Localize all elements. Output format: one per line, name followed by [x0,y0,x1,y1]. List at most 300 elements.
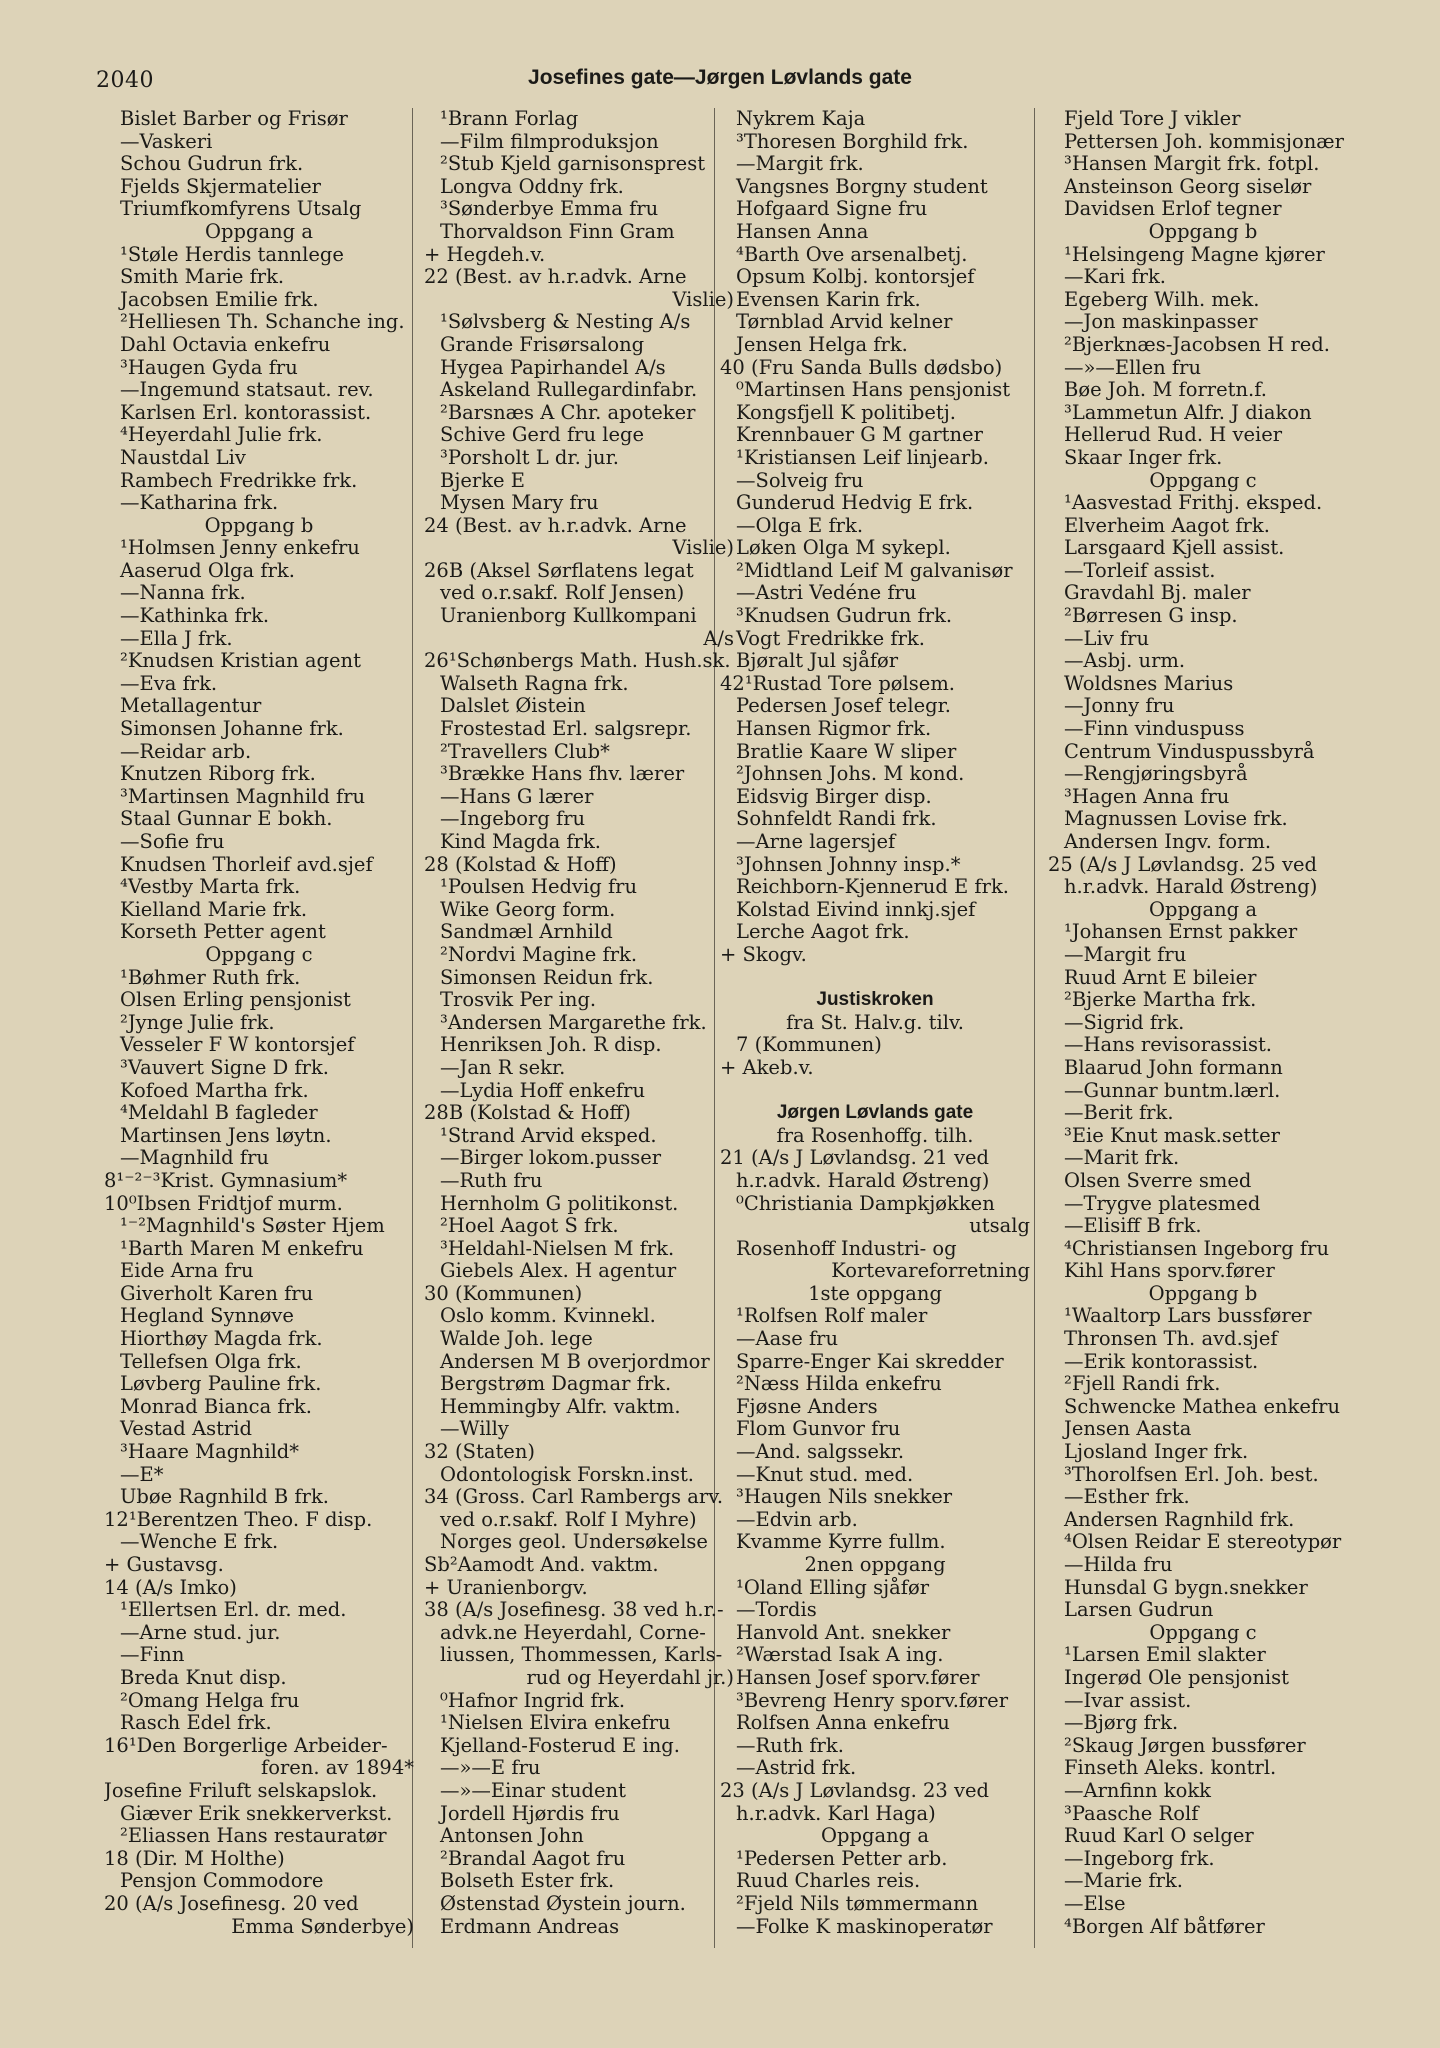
directory-line: ³Porsholt L dr. jur. [440,446,619,469]
directory-line: Olsen Sverre smed [1064,1169,1252,1192]
directory-line: Thorvaldson Finn Gram [440,220,675,243]
directory-line: —Marie frk. [1064,1870,1183,1893]
directory-line: —Hans revisorassist. [1064,1034,1272,1057]
directory-line: —Sofie fru [120,831,225,853]
directory-line: Trosvik Per ing. [440,989,597,1012]
directory-line: ³Thoresen Borghild frk. [736,130,969,153]
directory-line: Vangsnes Borgny student [736,175,988,198]
directory-line: —Trygve platesmed [1064,1192,1261,1215]
directory-line: Askeland Rullegardinfabr. [440,379,698,402]
directory-line: ²Helliesen Th. Schanche ing. [120,311,405,334]
directory-line: Hellerud Rud. H veier [1064,424,1283,447]
directory-line: —Finn vinduspuss [1064,718,1245,741]
directory-line: —Edvin arb. [736,1508,858,1531]
directory-line: Pettersen Joh. kommisjonær [1064,130,1344,153]
directory-line: Grande Frisørsalong [440,333,645,356]
directory-line: Krennbauer G M gartner [736,424,983,447]
directory-line: Josefine Friluft selskapslok. [104,1779,378,1802]
directory-line: ³Bevreng Henry sporv.fører [736,1689,1009,1712]
directory-line: h.r.advk. Harald Østreng) [1064,876,1318,899]
directory-line: Vestad Astrid [120,1418,252,1441]
directory-line: ¹Poulsen Hedvig fru [440,876,638,899]
directory-line: ¹Holmsen Jenny enkefru [120,537,360,560]
directory-line: Ubøe Ragnhild B frk. [120,1486,329,1509]
column-2 [424,108,734,1938]
directory-line: + Gustavsg. [104,1554,224,1576]
directory-line: Oppgang a [205,220,313,243]
directory-line: ⁴Barth Ove arsenalbetj. [736,243,968,266]
directory-line: Andersen M B overjordmor [440,1350,710,1373]
directory-line: Bjøralt Jul sjåfør [736,650,899,673]
directory-line: Tellefsen Olga frk. [120,1350,302,1373]
directory-line: Oslo komm. Kvinnekl. [440,1305,656,1328]
directory-line: Elverheim Aagot frk. [1064,514,1270,537]
directory-line: —Vaskeri [120,130,213,153]
street-heading: Jørgen Løvlands gate [776,1102,974,1124]
directory-line: Andersen Ragnhild frk. [1064,1508,1295,1531]
directory-line: 25 (A/s J Løvlandsg. 25 ved [1048,853,1318,876]
directory-line: 34 (Gross. Carl Rambergs arv. [424,1486,724,1509]
directory-line: —»—Ellen fru [1064,356,1202,379]
directory-line: rud og Heyerdahl jr.) [526,1666,734,1689]
directory-line [720,1080,1030,1103]
directory-line: ²Eliassen Hans restauratør [120,1825,387,1848]
directory-line: Jordell Hjørdis fru [440,1802,620,1825]
directory-line: Lerche Aagot frk. [736,921,910,944]
directory-line: + Skogv. [720,943,807,966]
directory-line: Schou Gudrun frk. [120,153,304,176]
directory-line: Ingerød Ole pensjonist [1064,1666,1290,1689]
directory-line: ¹Rolfsen Rolf maler [736,1305,928,1328]
directory-line: Ansteinson Georg siselør [1064,175,1312,198]
directory-line: Hanvold Ant. snekker [736,1621,951,1644]
directory-line: Rolfsen Anna enkefru [736,1712,950,1735]
directory-line: ¹Støle Herdis tannlege [120,243,344,266]
directory-line: —Else [1064,1892,1126,1915]
directory-line: —Erik kontorassist. [1064,1350,1259,1373]
directory-line: Jensen Aasta [1064,1418,1192,1441]
directory-line: Hansen Rigmor frk. [736,718,932,741]
directory-line: ved o.r.sakf. Rolf I Myhre) [440,1508,697,1531]
directory-line: ³Thorolfsen Erl. Joh. best. [1064,1463,1319,1486]
directory-line: ³Martinsen Magnhild fru [120,785,366,808]
directory-line: Jacobsen Emilie frk. [120,288,319,311]
directory-line: Korseth Petter agent [120,921,326,944]
directory-line: h.r.advk. Karl Haga) [736,1802,936,1825]
directory-line: ²Stub Kjeld garnisonsprest [440,153,706,176]
directory-line: Erdmann Andreas [440,1915,620,1938]
directory-line: —Jan R sekr. [440,1056,566,1079]
directory-line: Kofoed Martha frk. [120,1079,309,1102]
directory-line: Knudsen Thorleif avd.sjef [120,853,373,876]
directory-line: —Margit fru [1064,943,1187,966]
directory-line: 32 (Staten) [424,1441,535,1464]
directory-line: ²Fjeld Nils tømmermann [736,1892,979,1915]
directory-line: Finseth Aleks. kontrl. [1064,1757,1277,1780]
directory-line: Kvamme Kyrre fullm. [736,1531,946,1554]
directory-line: 20 (A/s Josefinesg. 20 ved [104,1892,359,1915]
directory-line: Oppgang c [1149,1621,1257,1644]
directory-line: 14 (A/s Imko) [104,1576,237,1599]
directory-line: Evensen Karin frk. [736,288,921,311]
directory-line: Eidsvig Birger disp. [736,785,932,808]
directory-line: ¹Brann Forlag [440,108,579,130]
directory-line: 10⁰Ibsen Fridtjof murm. [104,1192,343,1215]
directory-line: Ruud Karl O selger [1064,1825,1254,1848]
directory-line: liussen, Thommessen, Karls- [440,1644,723,1667]
directory-line: —»—E fru [440,1757,541,1780]
directory-line: ²Næss Hilda enkefru [736,1373,942,1396]
directory-line: 23 (A/s J Løvlandsg. 23 ved [720,1779,990,1802]
directory-line: —Reidar arb. [120,740,252,763]
directory-line: utsalg [969,1215,1030,1238]
directory-line: —Knut stud. med. [736,1463,914,1486]
directory-line: Oppgang a [821,1825,929,1848]
directory-line: Gunderud Hedvig E frk. [736,492,974,515]
directory-line: Larsen Gudrun [1064,1599,1214,1622]
directory-line: ¹Johansen Ernst pakker [1064,921,1298,944]
directory-line: Fjelds Skjermatelier [120,175,321,198]
directory-line: —Arnfinn kokk [1064,1779,1211,1802]
directory-line: advk.ne Heyerdahl, Corne- [440,1621,706,1644]
directory-line: Longva Oddny frk. [440,175,624,198]
directory-line: Østenstad Øystein journ. [440,1892,686,1915]
directory-line: 22 (Best. av h.r.advk. Arne [424,266,687,289]
directory-line: ²Hoel Aagot S frk. [440,1215,619,1238]
directory-line: Walde Joh. lege [440,1328,593,1351]
street-heading: Justiskroken [816,989,934,1011]
directory-line: Kind Magda frk. [440,831,601,853]
directory-line: Ruud Charles reis. [736,1870,921,1893]
directory-line: —Rengjøringsbyrå [1064,763,1248,786]
directory-line: Oppgang b [1148,220,1258,243]
directory-line: Oppgang c [1149,469,1257,492]
directory-line: Hansen Josef sporv.fører [736,1666,980,1689]
column-4 [1048,108,1358,1938]
directory-line: Flom Gunvor fru [736,1418,901,1441]
directory-line: Bratlie Kaare W sliper [736,740,957,763]
directory-line: Sandmæl Arnhild [440,921,613,944]
directory-line: ¹Helsingeng Magne kjører [1064,243,1325,266]
directory-line: ²Børresen G insp. [1064,605,1238,628]
directory-line: Giebels Alex. H agentur [440,1260,677,1283]
directory-line: Kihl Hans sporv.fører [1064,1260,1275,1283]
directory-line: ²Johnsen Johs. M kond. [736,763,965,786]
directory-line: Pedersen Josef telegr. [736,695,951,718]
directory-line: + Uranienborgv. [424,1576,588,1599]
directory-line: —Ella J frk. [120,627,233,650]
directory-line: fra St. Halv.g. tilv. [786,1011,964,1034]
directory-line: Ljosland Inger frk. [1064,1441,1249,1464]
directory-line: Oppgang c [205,943,313,966]
directory-line: Hegland Synnøve [120,1305,294,1328]
directory-line: 30 (Kommunen) [424,1282,583,1305]
directory-line: Blaarud John formann [1064,1056,1283,1079]
directory-line: ¹Larsen Emil slakter [1064,1644,1266,1667]
directory-line: Monrad Bianca frk. [120,1395,312,1418]
directory-line: Frostestad Erl. salgsrepr. [440,718,692,741]
directory-line: —Astri Vedéne fru [736,582,917,605]
directory-line: Hofgaard Signe fru [736,198,928,221]
directory-line: Emma Sønderbye) [231,1915,414,1938]
directory-line: foren. av 1894* [261,1757,414,1780]
directory-line: Gravdahl Bj. maler [1064,582,1251,605]
directory-line: Mysen Mary fru [440,492,599,515]
directory-line: 40 (Fru Sanda Bulls dødsbo) [720,356,1003,379]
directory-line: Dahl Octavia enkefru [120,333,331,356]
directory-line: Centrum Vinduspussbyrå [1064,740,1315,763]
directory-line: Giverholt Karen fru [120,1282,314,1305]
directory-line: 28 (Kolstad & Hoff) [424,853,617,876]
directory-line: ²Brandal Aagot fru [440,1847,626,1870]
directory-line: Knutzen Riborg frk. [120,763,316,786]
directory-line: —Lydia Hoff enkefru [440,1079,646,1102]
directory-line: ²Wærstad Isak A ing. [736,1644,944,1667]
directory-line: ³Heldahl-Nielsen M frk. [440,1237,675,1260]
directory-line: ³Haugen Gyda fru [120,356,298,379]
directory-line: Pensjon Commodore [120,1870,324,1893]
directory-line: ³Paasche Rolf [1064,1802,1199,1825]
directory-line: Fjeld Tore J vikler [1064,108,1241,130]
directory-line: —Kari frk. [1064,266,1167,289]
directory-line: Hunsdal G bygn.snekker [1064,1576,1308,1599]
directory-line: Fjøsne Anders [736,1395,878,1418]
directory-line: ¹Strand Arvid eksped. [440,1124,657,1147]
directory-line: ³Haare Magnhild* [120,1441,300,1464]
directory-line: ⁴Borgen Alf båtfører [1064,1915,1265,1938]
directory-line: ⁴Meldahl B fagleder [120,1102,318,1125]
directory-line: —Solveig fru [736,469,864,492]
directory-line: ²Nordvi Magine frk. [440,943,638,966]
directory-line: —Asbj. urm. [1064,650,1186,673]
directory-line: ¹Nielsen Elvira enkefru [440,1712,671,1735]
directory-line: —Birger lokom.pusser [440,1147,662,1170]
directory-line: Løken Olga M sykepl. [736,537,951,560]
directory-line: —Nanna frk. [120,582,246,605]
directory-line: —Arne lagersjef [736,831,896,853]
directory-line: —Katharina frk. [120,492,279,515]
directory-line: Breda Knut disp. [120,1666,287,1689]
directory-line: Egeberg Wilh. mek. [1064,288,1260,311]
directory-line: ¹Barth Maren M enkefru [120,1237,364,1260]
directory-line: 1ste oppgang [808,1282,942,1305]
directory-line: Bøe Joh. M forretn.f. [1064,379,1267,402]
directory-line: ²Fjell Randi frk. [1064,1373,1221,1396]
directory-line: ¹Bøhmer Ruth frk. [120,966,301,989]
directory-line: ⁴Heyerdahl Julie frk. [120,424,323,447]
directory-line: Jensen Helga frk. [736,333,908,356]
directory-line: —Finn [120,1644,185,1667]
directory-line: 26¹Schønbergs Math. Hush.sk. [424,650,731,673]
directory-line: Oppgang b [1148,1282,1258,1305]
directory-line: Oppgang a [1149,898,1257,921]
directory-line: —Folke K maskinoperatør [736,1915,993,1938]
directory-line: —Jon maskinpasser [1064,311,1258,334]
directory-line: ³Brække Hans fhv. lærer [440,763,685,786]
directory-line: —Bjørg frk. [1064,1712,1179,1735]
directory-line: ¹Oland Elling sjåfør [736,1576,930,1599]
directory-line: —Torleif assist. [1064,559,1216,582]
directory-line: —Marit frk. [1064,1147,1180,1170]
directory-line: —Astrid frk. [736,1757,857,1780]
directory-line: ¹Kristiansen Leif linjearb. [736,446,989,469]
directory-line: ²Knudsen Kristian agent [120,650,361,673]
directory-line: —Jonny fru [1064,695,1175,718]
directory-line: 16¹Den Borgerlige Arbeider- [104,1734,388,1757]
directory-line: Eide Arna fru [120,1260,254,1283]
directory-line: —E* [120,1463,164,1486]
directory-line: fra Rosenhoffg. tilh. [776,1124,974,1147]
directory-line: Skaar Inger frk. [1064,446,1223,469]
directory-line: ²Omang Helga fru [120,1689,300,1712]
directory-line: Rasch Edel frk. [120,1712,272,1735]
directory-line: —Ruth frk. [736,1734,844,1757]
directory-line: —Ruth fru [440,1169,543,1192]
directory-line: ¹Ellertsen Erl. dr. med. [120,1599,347,1622]
directory-line: Kongsfjell K politibetj. [736,401,956,424]
directory-line: Antonsen John [440,1825,584,1848]
directory-line: —Magnhild fru [120,1147,269,1170]
directory-line: ²Skaug Jørgen bussfører [1064,1734,1306,1757]
directory-line: ¹Sølvsberg & Nesting A/s [440,311,691,334]
directory-line: —Sigrid frk. [1064,1011,1185,1034]
directory-line: ³Knudsen Gudrun frk. [736,605,953,628]
directory-line: Aaserud Olga frk. [120,559,295,582]
directory-line: ²Travellers Club* [440,740,610,763]
directory-line: —Aase fru [736,1328,839,1351]
directory-line: Reichborn-Kjennerud E frk. [736,876,1009,899]
directory-line: —Arne stud. jur. [120,1621,281,1644]
directory-line: ³Eie Knut mask.setter [1064,1124,1280,1147]
directory-line: Oppgang b [204,514,314,537]
directory-line: 28B (Kolstad & Hoff) [424,1102,631,1125]
directory-line: —And. salgssekr. [736,1441,905,1464]
directory-line: 42¹Rustad Tore pølsem. [720,672,956,695]
directory-line: Metallagentur [120,695,262,718]
directory-line: —Ingemund statsaut. rev. [120,379,374,402]
directory-line: Kjelland-Fosterud E ing. [440,1734,680,1757]
directory-line: Schwencke Mathea enkefru [1064,1395,1341,1418]
directory-line: 21 (A/s J Løvlandsg. 21 ved [720,1147,990,1170]
directory-line: ¹Pedersen Petter arb. [736,1847,948,1870]
directory-line: ³Lammetun Alfr. J diakon [1064,401,1312,424]
directory-line: Giæver Erik snekkerverkst. [120,1802,393,1825]
directory-line: 24 (Best. av h.r.advk. Arne [424,514,687,537]
directory-line: + Akeb.v. [720,1056,814,1079]
directory-line: ²Midtland Leif M galvanisør [736,559,1013,582]
directory-line: 12¹Berentzen Theo. F disp. [104,1508,373,1531]
directory-line: Davidsen Erlof tegner [1064,198,1282,221]
directory-line: Hemmingby Alfr. vaktm. [440,1395,681,1418]
directory-line: Woldsnes Marius [1064,672,1234,695]
directory-line: ³Johnsen Johnny insp.* [736,853,961,876]
directory-line: Rambech Fredrikke frk. [120,469,358,492]
directory-line: —Willy [440,1418,509,1441]
directory-line: Bislet Barber og Frisør [120,108,348,130]
directory-line: Olsen Erling pensjonist [120,989,351,1012]
directory-line: Hernholm G politikonst. [440,1192,679,1215]
directory-line: —Film filmproduksjon [440,130,659,153]
directory-line: Schive Gerd fru lege [440,424,645,447]
directory-line: Triumfkomfyrens Utsalg [120,198,362,221]
directory-line: Kortevareforretning [831,1260,1030,1283]
directory-line: Løvberg Pauline frk. [120,1373,322,1396]
directory-line: Bolseth Ester frk. [440,1870,615,1893]
directory-line: ³Vauvert Signe D frk. [120,1056,329,1079]
directory-line: Hygea Papirhandel A/s [440,356,666,379]
directory-line: —»—Einar student [440,1779,626,1802]
directory-line: —Elisiff B frk. [1064,1215,1202,1238]
directory-line: —Hans G lærer [440,785,594,808]
directory-line: —Esther frk. [1064,1486,1190,1509]
directory-line: Walseth Ragna frk. [440,672,629,695]
directory-line: Magnussen Lovise frk. [1064,808,1288,831]
directory-line: ²Barsnæs A Chr. apoteker [440,401,696,424]
directory-line: + Hegdeh.v. [424,243,546,266]
column-rule [1034,108,1035,1948]
directory-line: 26B (Aksel Sørflatens legat [424,559,694,582]
directory-line: —Tordis [736,1599,817,1622]
directory-line: —Ingeborg frk. [1064,1847,1215,1870]
directory-line: —Eva frk. [120,672,218,695]
directory-line: ⁴Olsen Reidar E stereotypør [1064,1531,1342,1554]
directory-line: Simonsen Johanne frk. [120,718,344,741]
directory-line: A/s [703,627,734,650]
directory-line: Bjerke E [440,469,526,492]
directory-line: —Kathinka frk. [120,605,270,628]
directory-line: Odontologisk Forskn.inst. [440,1463,695,1486]
directory-line: Norges geol. Undersøkelse [440,1531,708,1554]
directory-line: —Hilda fru [1064,1554,1173,1576]
directory-line: ⁰Christiania Dampkjøkken [736,1192,995,1215]
directory-line: 7 (Kommunen) [736,1034,882,1057]
directory-line: Sb²Aamodt And. vaktm. [424,1554,659,1576]
directory-line: —Berit frk. [1064,1102,1174,1125]
directory-line: ³Andersen Margarethe frk. [440,1011,707,1034]
directory-line: ⁴Vestby Marta frk. [120,876,301,899]
directory-line: Henriksen Joh. R disp. [440,1034,662,1057]
page-number: 2040 [96,68,154,93]
column-3 [720,108,1030,1938]
directory-line: —Ivar assist. [1064,1689,1192,1712]
directory-line: —Liv fru [1064,627,1149,650]
directory-line [720,967,1030,990]
directory-line: Martinsen Jens løytn. [120,1124,332,1147]
directory-line: Naustdal Liv [120,446,246,469]
running-head: Josefines gate—Jørgen Løvlands gate [528,66,912,89]
directory-line: —Gunnar buntm.lærl. [1064,1079,1281,1102]
directory-line: Karlsen Erl. kontorassist. [120,401,372,424]
directory-line: Sparre-Enger Kai skredder [736,1350,1004,1373]
directory-line: ved o.r.sakf. Rolf Jensen) [440,582,685,605]
directory-line: Andersen Ingv. form. [1064,831,1272,853]
directory-line: Bergstrøm Dagmar frk. [440,1373,672,1396]
directory-line: 8¹⁻²⁻³Krist. Gymnasium* [104,1169,348,1192]
directory-line: Vislie) [672,537,734,560]
directory-line: —Margit frk. [736,153,864,176]
directory-line: Larsgaard Kjell assist. [1064,537,1285,560]
directory-line: Smith Marie frk. [120,266,285,289]
directory-line: ³Sønderbye Emma fru [440,198,659,221]
directory-line: Rosenhoff Industri- og [736,1237,957,1260]
directory-line: Thronsen Th. avd.sjef [1064,1328,1278,1351]
directory-line: Wike Georg form. [440,898,616,921]
directory-line: ¹Waaltorp Lars bussfører [1064,1305,1312,1328]
directory-line: —Wenche E frk. [120,1531,279,1554]
directory-line: Opsum Kolbj. kontorsjef [736,266,975,289]
directory-line: ¹⁻²Magnhild's Søster Hjem [120,1215,385,1238]
directory-line: ²Jynge Julie frk. [120,1011,275,1034]
